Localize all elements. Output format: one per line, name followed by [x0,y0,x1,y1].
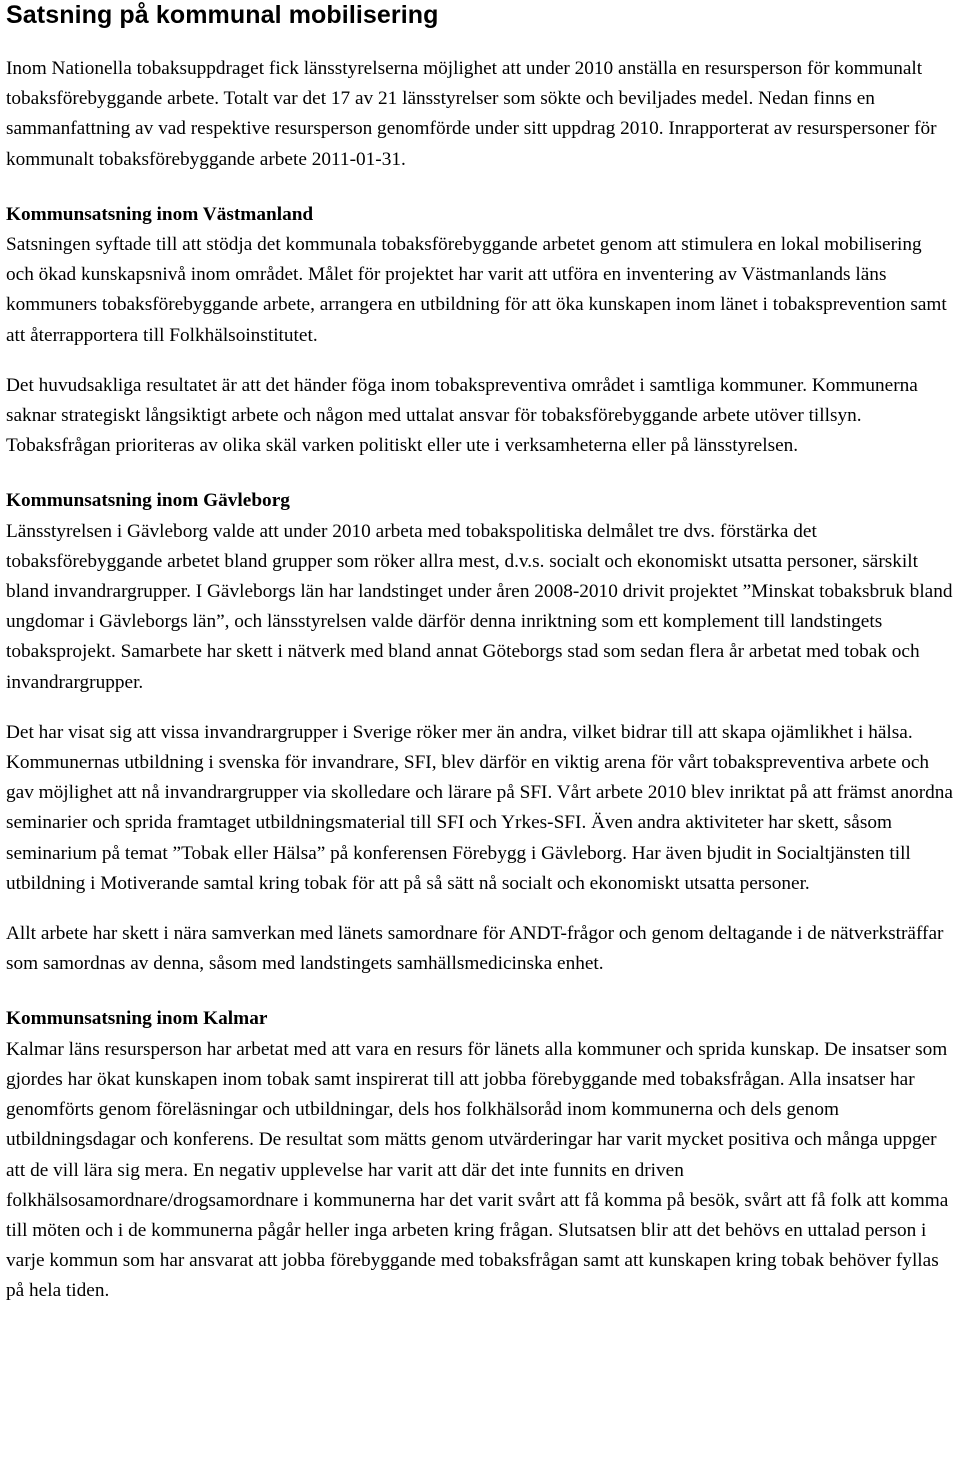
section-vastmanland [6,200,954,462]
section-gavleborg [6,486,954,979]
section-paragraph: Länsstyrelsen i Gävleborg valde att under 2010 arbeta med tobakspolitiska delmålet tre dvs. förstärka det tobaksförebyggande arbetet bland grupper som röker allra mest, d.v.s. socialt och ekonomiskt utsatta personer, särskilt bland invandrargrupper. I Gävleborgs län har landstinget under åren 2008-2010 drivit projektet ”Minskat tobaksbruk bland ungdomar i Gävleborgs län”, och länsstyrelsen valde därför denna inriktning som ett komplement till landstingets tobaksprojekt. Samarbete har skett i nätverk med bland annat Göteborgs stad som sedan flera år arbetat med tobak och invandrargrupper. [6,520,953,693]
section-paragraph: Allt arbete har skett i nära samverkan med länets samordnare för ANDT-frågor och genom deltagande i de nätverksträffar som samordnas av denna, såsom med landstingets samhällsmedicinska enhet. [6,923,944,975]
section-heading: Kommunsatsning inom Kalmar [6,1008,268,1030]
spacer [6,351,954,371]
spacer [6,698,954,718]
section-paragraph: Det huvudsakliga resultatet är att det händer föga inom tobakspreventiva området i samtliga kommuner. Kommunerna saknar strategiskt långsiktigt arbete och någon med uttalat ansvar för tobaksförebyggande arbete utöver tillsyn. Tobaksfrågan prioriteras av olika skäl varken politiskt eller ute i verksamheterna eller på länsstyrelsen. [6,374,918,457]
section-paragraph: Det har visat sig att vissa invandrargrupper i Sverige röker mer än andra, vilket bidrar till att skapa ojämlikhet i hälsa. Kommunernas utbildning i svenska för invandrare, SFI, blev därför en viktig arena för vårt tobakspreventiva arbete och gav möjlighet att nå invandrargrupper via skolledare och lärare på SFI. Vårt arbete 2010 blev inriktat på att främst anordna seminarier och sprida framtaget utbildningsmaterial till SFI och Yrkes-SFI. Även andra aktiviteter har skett, såsom seminarium på temat ”Tobak eller Hälsa” på konferensen Förebygg i Gävleborg. Har även bjudit in Socialtjänsten till utbildning i Motiverande samtal kring tobak för att på så sätt nå socialt och ekonomiskt utsatta personer. [6,721,953,894]
spacer [6,899,954,919]
intro-paragraph: Inom Nationella tobaksuppdraget fick länsstyrelserna möjlighet att under 2010 anställa en resursperson för kommunalt tobaksförebyggande arbete. Totalt var det 17 av 21 länsstyrelser som sökte och beviljades medel. Nedan finns en sammanfattning av vad respektive resursperson genomförde under sitt uppdrag 2010. Inrapporterat av resurspersoner för kommunalt tobaksförebyggande arbete 2011-01-31. [6,58,937,170]
section-paragraph: Kalmar läns resursperson har arbetat med att vara en resurs för länets alla kommuner och sprida kunskap. De insatser som gjordes har ökat kunskapen inom tobak samt inspirerat till att jobba förebyggande med tobaksfrågan. Alla insatser har genomförts genom föreläsningar och utbildningar, dels hos folkhälsoråd inom kommunerna och dels genom utbildningsdagar och konferens. De resultat som mätts genom utvärderingar har varit mycket positiva och många uppger att de vill lära sig mera. En negativ upplevelse har varit att där det inte funnits en driven folkhälsosamordnare/drogsamordnare i kommunerna har det varit svårt att få komma på besök, svårt att få folk att komma till möten och i de kommunerna pågår heller inga arbeten kring frågan. Slutsatsen blir att det behövs en uttalad person i varje kommun som har ansvarat att jobba förebyggande med tobaksfrågan samt att kunskapen kring tobak behöver fyllas på hela tiden. [6,1038,949,1302]
spacer [6,461,954,486]
section-heading: Kommunsatsning inom Gävleborg [6,490,290,512]
page-title: Satsning på kommunal mobilisering [6,1,439,29]
section-kalmar [6,1004,954,1306]
spacer [6,175,954,200]
section-paragraph: Satsningen syftade till att stödja det kommunala tobaksförebyggande arbetet genom att stimulera en lokal mobilisering och ökad kunskapsnivå inom området. Målet för projektet har varit att utföra en inventering av Västmanlands läns kommuners tobaksförebyggande arbete, arrangera en utbildning för att öka kunskapen inom länet i tobaksprevention samt att återrapportera till Folkhälsoinstitutet. [6,234,947,346]
section-heading: Kommunsatsning inom Västmanland [6,203,314,225]
spacer [6,979,954,1004]
